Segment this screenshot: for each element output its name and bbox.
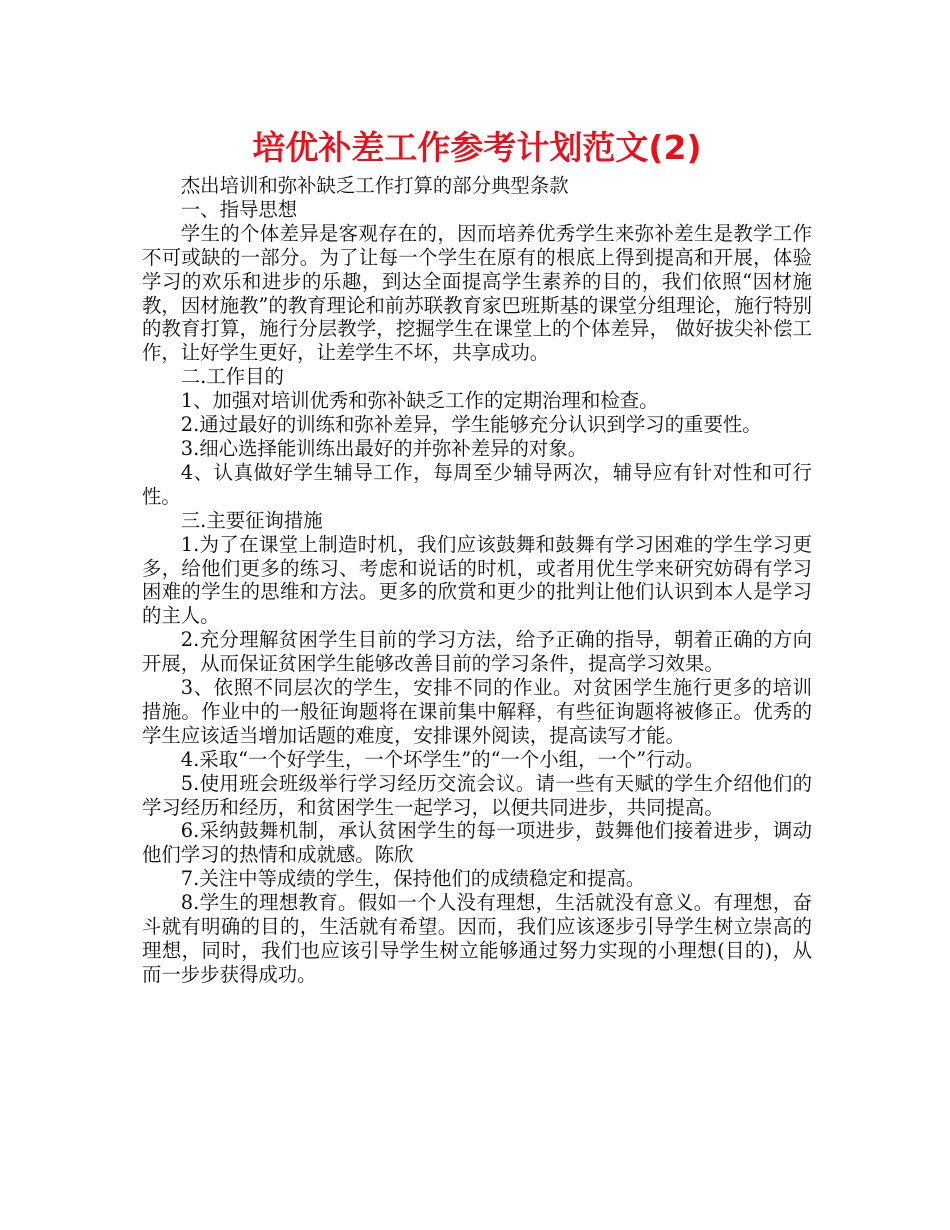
goal-item-1: 1、加强对培训优秀和弥补缺乏工作的定期治理和检查。 — [180, 389, 659, 413]
paragraph-guiding-thought: 学生的个体差异是客观存在的，因而培养优秀学生来弥补差生是教学工作不可或缺的一部分。为了让每一个学生在原有的根底上得到提高和开展，体验学习的欢乐和进步的乐趣，到达全面提高学生素养的目的，我们依照“因材施教，因材施教”的教育理论和前苏联教育家巴班斯基的课堂分组理论，施行特别的教育打算，施行分层教学，挖掘学生在课堂上的个体差异， 做好拔尖补偿工作，让好学生更好，让差学生不坏，共享成功。 — [142, 221, 812, 365]
goal-item-2: 2.通过最好的训练和弥补差异，学生能够充分认识到学习的重要性。 — [180, 413, 762, 437]
section-heading-measures: 三.主要征询措施 — [180, 508, 323, 532]
measure-item-1: 1.为了在课堂上制造时机，我们应该鼓舞和鼓舞有学习困难的学生学习更多，给他们更多的练习、考虑和说话的时机，或者用优生学来研究妨碍有学习困难的学生的思维和方法。更多的欣赏和更少的批判让他们认识到本人是学习的主人。 — [142, 532, 812, 628]
document-page — [142, 128, 812, 987]
section-heading-work-goals: 二.工作目的 — [180, 365, 284, 389]
document-title: 培优补差工作参考计划范文(2) — [252, 128, 702, 167]
section-heading-guiding-thought: 一、指导思想 — [180, 197, 298, 221]
measure-item-2: 2.充分理解贫困学生目前的学习方法，给予正确的指导，朝着正确的方向开展，从而保证贫困学生能够改善目前的学习条件，提高学习效果。 — [142, 628, 812, 676]
measure-item-7: 7.关注中等成绩的学生，保持他们的成绩稳定和提高。 — [180, 867, 646, 891]
goal-item-3: 3.细心选择能训练出最好的并弥补差异的对象。 — [180, 436, 588, 460]
measure-item-8: 8.学生的理想教育。假如一个人没有理想，生活就没有意义。有理想，奋斗就有明确的目的，生活就有希望。因而，我们应该逐步引导学生树立崇高的理想，同时，我们也应该引导学生树立能够通过努力实现的小理想(目的)，从而一步步获得成功。 — [142, 891, 812, 986]
measure-item-3: 3、依照不同层次的学生，安排不同的作业。对贫困学生施行更多的培训措施。作业中的一般征询题将在课前集中解释，有些征询题将被修正。优秀的学生应该适当增加话题的难度，安排课外阅读，提高读写才能。 — [142, 676, 812, 747]
intro-line: 杰出培训和弥补缺乏工作打算的部分典型条款 — [180, 174, 569, 197]
measure-item-6: 6.采纳鼓舞机制，承认贫困学生的每一项进步，鼓舞他们接着进步，调动他们学习的热情和成就感。陈欣 — [142, 819, 812, 867]
measure-item-4: 4.采取“一个好学生，一个坏学生”的“一个小组，一个”行动。 — [180, 747, 705, 771]
goal-item-4: 4、认真做好学生辅导工作，每周至少辅导两次，辅导应有针对性和可行性。 — [142, 460, 812, 508]
measure-item-5: 5.使用班会班级举行学习经历交流会议。请一些有天赋的学生介绍他们的学习经历和经历，和贫困学生一起学习，以便共同进步，共同提高。 — [142, 771, 812, 819]
